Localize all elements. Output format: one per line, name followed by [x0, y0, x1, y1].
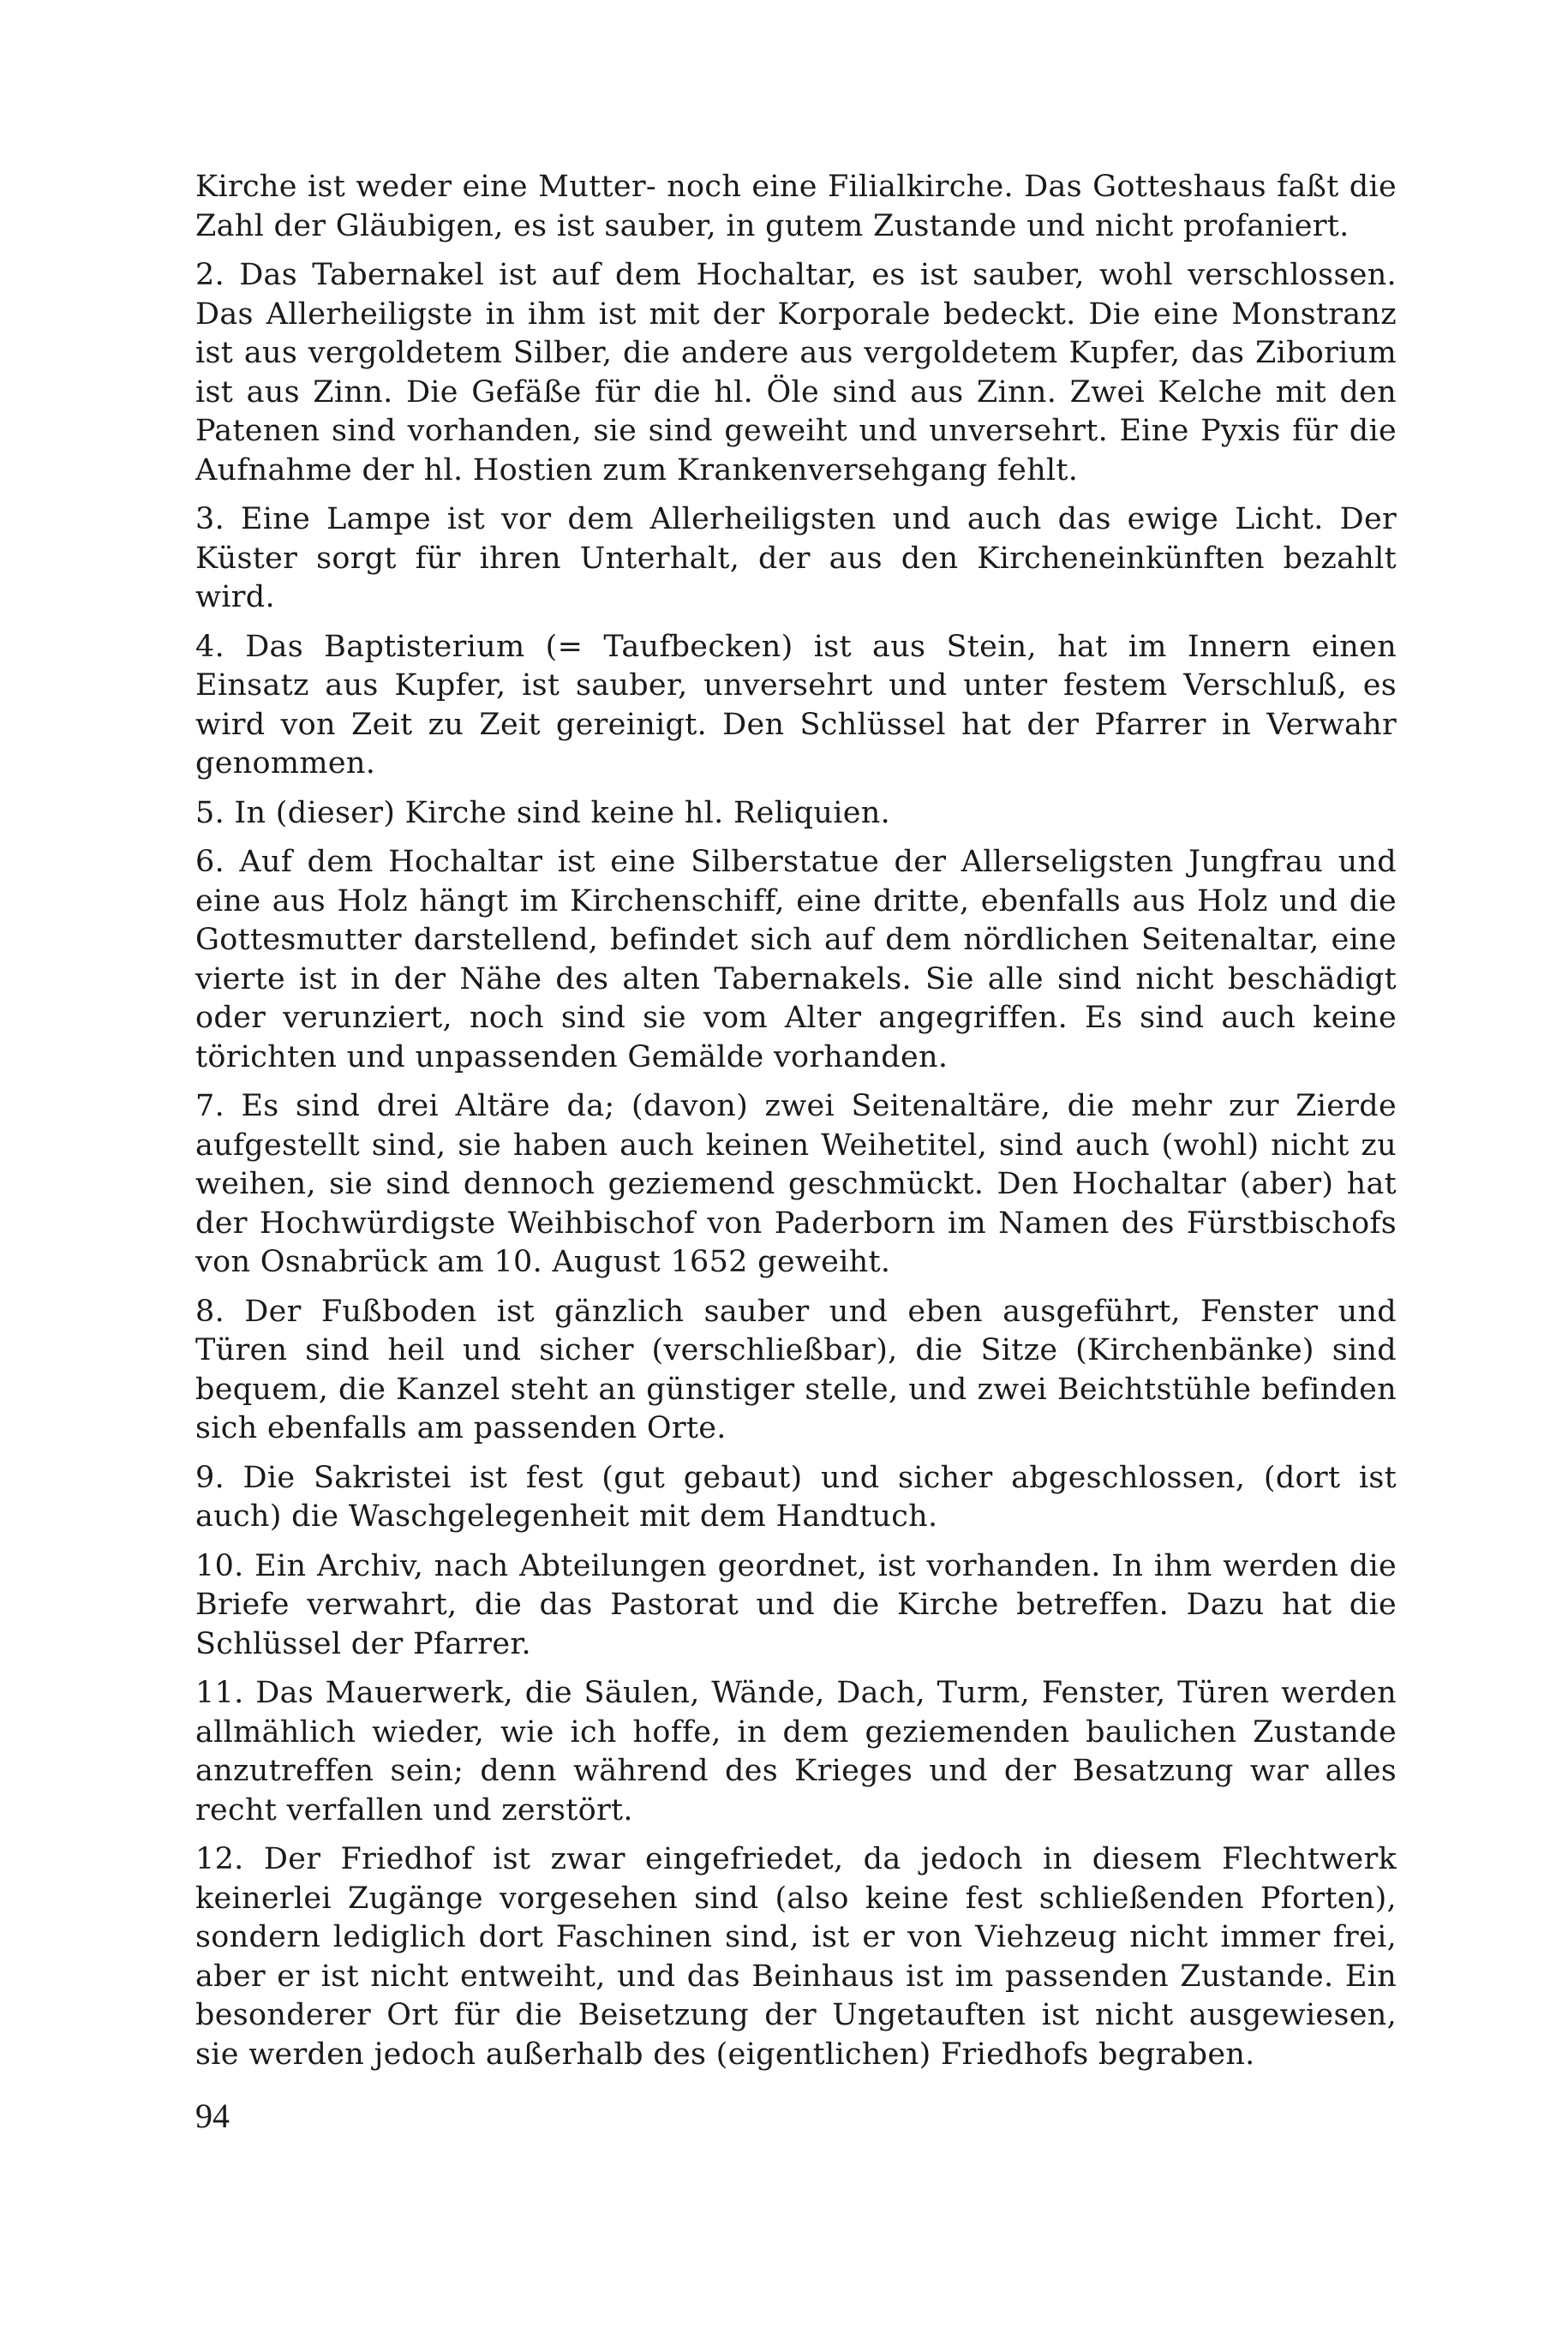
paragraph-4-baptisterium: 4. Das Baptisterium (= Taufbecken) ist aus Stein, hat im Innern einen Einsatz aus Kupfer, ist sauber, unversehrt und unter festem Verschluß, es wird von Zeit zu Zeit gereinigt. Den Schlüssel hat der Pfarrer in Verwahr genommen. — [195, 629, 1397, 781]
paragraph-intro: Kirche ist weder eine Mutter- noch eine Filialkirche. Das Gotteshaus faßt die Zahl der Gläubigen, es ist sauber, in gutem Zustande und nicht profaniert. — [195, 170, 1397, 243]
paragraph-7-altaere: 7. Es sind drei Altäre da; (davon) zwei Seitenaltäre, die mehr zur Zierde aufgestellt sind, sie haben auch keinen Weihetitel, sind auch (wohl) nicht zu weihen, sie sind dennoch geziemend geschmückt. Den Hochaltar (aber) hat der Hochwürdigste Weihbischof von Paderborn im Namen des Fürstbischofs von Osnabrück am 10. August 1652 geweiht. — [195, 1089, 1397, 1279]
paragraph-11-mauerwerk: 11. Das Mauerwerk, die Säulen, Wände, Dach, Turm, Fenster, Türen werden allmählich wieder, wie ich hoffe, in dem geziemenden baulichen Zustande anzutreffen sein; denn während des Krieges und der Besatzung war alles recht verfallen und zerstört. — [195, 1676, 1397, 1828]
paragraph-3-lampe: 3. Eine Lampe ist vor dem Allerheiligsten und auch das ewige Licht. Der Küster sorgt für ihren Unterhalt, der aus den Kircheneinkünften bezahlt wird. — [195, 502, 1397, 614]
paragraph-12-friedhof: 12. Der Friedhof ist zwar eingefriedet, da jedoch in diesem Flechtwerk keinerlei Zugänge vorgesehen sind (also keine fest schließenden Pforten), sondern lediglich dort Faschinen sind, ist er von Viehzeug nicht immer frei, aber er ist nicht entweiht, und das Beinhaus ist im passenden Zustande. Ein besonderer Ort für die Beisetzung der Ungetauften ist nicht ausgewiesen, sie werden jedoch außerhalb des (eigentlichen) Friedhofs begraben. — [195, 1842, 1397, 2072]
page-number: 94 — [195, 2097, 230, 2135]
paragraph-6-statuen: 6. Auf dem Hochaltar ist eine Silberstatue der Allerseligsten Jungfrau und eine aus Holz hängt im Kirchenschiff, eine dritte, ebenfalls aus Holz und die Gottesmutter darstellend, befindet sich auf dem nördlichen Seitenaltar, eine vierte ist in der Nähe des alten Tabernakels. Sie alle sind nicht beschädigt oder verunziert, noch sind sie vom Alter angegriffen. Es sind auch keine törichten und unpassenden Gemälde vorhanden. — [195, 845, 1397, 1074]
paragraph-2-tabernakel: 2. Das Tabernakel ist auf dem Hochaltar, es ist sauber, wohl verschlossen. Das Allerheiligste in ihm ist mit der Korporale bedeckt. Die eine Monstranz ist aus vergoldetem Silber, die andere aus vergoldetem Kupfer, das Ziborium ist aus Zinn. Die Gefäße für die hl. Öle sind aus Zinn. Zwei Kelche mit den Patenen sind vorhanden, sie sind geweiht und unversehrt. Eine Pyxis für die Aufnahme der hl. Hostien zum Krankenversehgang fehlt. — [195, 258, 1397, 488]
paragraph-10-archiv: 10. Ein Archiv, nach Abteilungen geordnet, ist vorhanden. In ihm werden die Briefe verwahrt, die das Pastorat und die Kirche betreffen. Dazu hat die Schlüssel der Pfarrer. — [195, 1548, 1397, 1661]
page-body — [195, 168, 1397, 2085]
paragraph-8-fussboden: 8. Der Fußboden ist gänzlich sauber und eben ausgeführt, Fenster und Türen sind heil und sicher (verschließbar), die Sitze (Kirchenbänke) sind bequem, die Kanzel steht an günstiger stelle, und zwei Beichtstühle befinden sich ebenfalls am passenden Orte. — [195, 1294, 1397, 1445]
paragraph-9-sakristei: 9. Die Sakristei ist fest (gut gebaut) und sicher abgeschlossen, (dort ist auch) die Waschgelegenheit mit dem Handtuch. — [195, 1460, 1397, 1534]
paragraph-5-reliquien: 5. In (dieser) Kirche sind keine hl. Reliquien. — [195, 795, 890, 830]
